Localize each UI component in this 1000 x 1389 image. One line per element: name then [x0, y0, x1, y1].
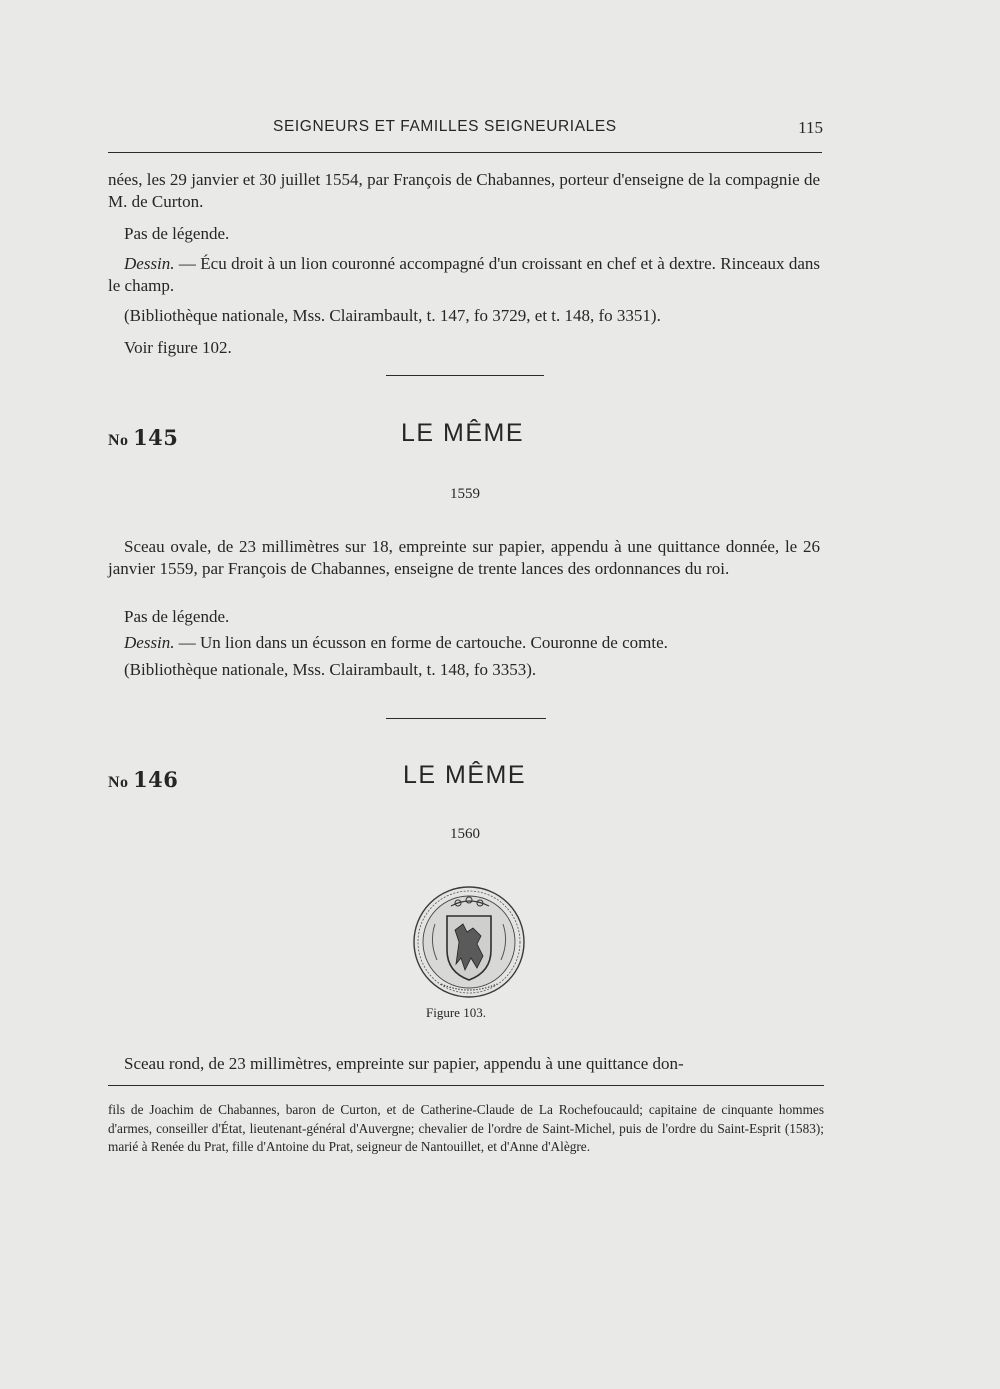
- entry-number-prefix: No: [108, 432, 129, 449]
- entry-number-prefix: No: [108, 774, 129, 791]
- section-divider: [386, 375, 544, 376]
- entry-number: [108, 767, 178, 792]
- header-rule: [108, 152, 822, 153]
- footnote-rule: [108, 1085, 824, 1086]
- entry-title: LE MÊME: [403, 761, 527, 789]
- see-figure-note: Voir figure 102.: [124, 338, 232, 357]
- drawing-label: Dessin.: [124, 633, 175, 652]
- continuation-paragraph: nées, les 29 janvier et 30 juillet 1554, par François de Chabannes, porteur d'enseigne de la compagnie de M. de Curton.: [108, 170, 820, 211]
- drawing-text: — Un lion dans un écusson en forme de cartouche. Couronne de comte.: [174, 633, 668, 652]
- drawing-description: [108, 253, 820, 297]
- entry-year: 1560: [450, 826, 480, 842]
- source-citation: (Bibliothèque nationale, Mss. Clairambault, t. 148, fo 3353).: [124, 660, 537, 679]
- legend-note: Pas de légende.: [124, 224, 230, 243]
- page-number: 115: [798, 118, 823, 137]
- page-header: [108, 118, 823, 144]
- source-citation: (Bibliothèque nationale, Mss. Clairambault, t. 147, fo 3729, et t. 148, fo 3351).: [124, 306, 661, 325]
- entry-number: [108, 425, 178, 450]
- entry-number-value: 146: [133, 767, 179, 792]
- drawing-label: Dessin.: [124, 254, 175, 273]
- drawing-text: — Écu droit à un lion couronné accompagné d'un croissant en chef et à dextre. Rinceaux dans le champ.: [108, 254, 820, 295]
- entry-description: Sceau rond, de 23 millimètres, empreinte sur papier, appendu à une quittance don-: [124, 1054, 684, 1073]
- entry-title: LE MÊME: [401, 419, 525, 447]
- entry-year: 1559: [450, 486, 480, 502]
- seal-image: [411, 884, 527, 1002]
- footnote: fils de Joachim de Chabannes, baron de Curton, et de Catherine-Claude de La Rochefoucauld; capitaine de cinquante hommes d'armes, conseiller d'État, lieutenant-général d'Auvergne; chevalier de l'ordre de Saint-Michel, puis de l'ordre du Saint-Esprit (1583); marié à Renée du Prat, fille d'Antoine du Prat, seigneur de Nantouillet, et d'Anne d'Alègre.: [108, 1102, 824, 1154]
- section-divider: [386, 718, 546, 719]
- running-title: SEIGNEURS ET FAMILLES SEIGNEURIALES: [273, 118, 617, 135]
- entry-number-value: 145: [133, 425, 179, 450]
- entry-description: Sceau ovale, de 23 millimètres sur 18, empreinte sur papier, appendu à une quittance donnée, le 26 janvier 1559, par François de Chabannes, enseigne de trente lances des ordonnances du roi.: [108, 537, 820, 578]
- seal-figure: [411, 884, 527, 1002]
- figure-caption: Figure 103.: [426, 1005, 486, 1020]
- legend-note: Pas de légende.: [124, 607, 230, 626]
- drawing-description: [124, 632, 668, 654]
